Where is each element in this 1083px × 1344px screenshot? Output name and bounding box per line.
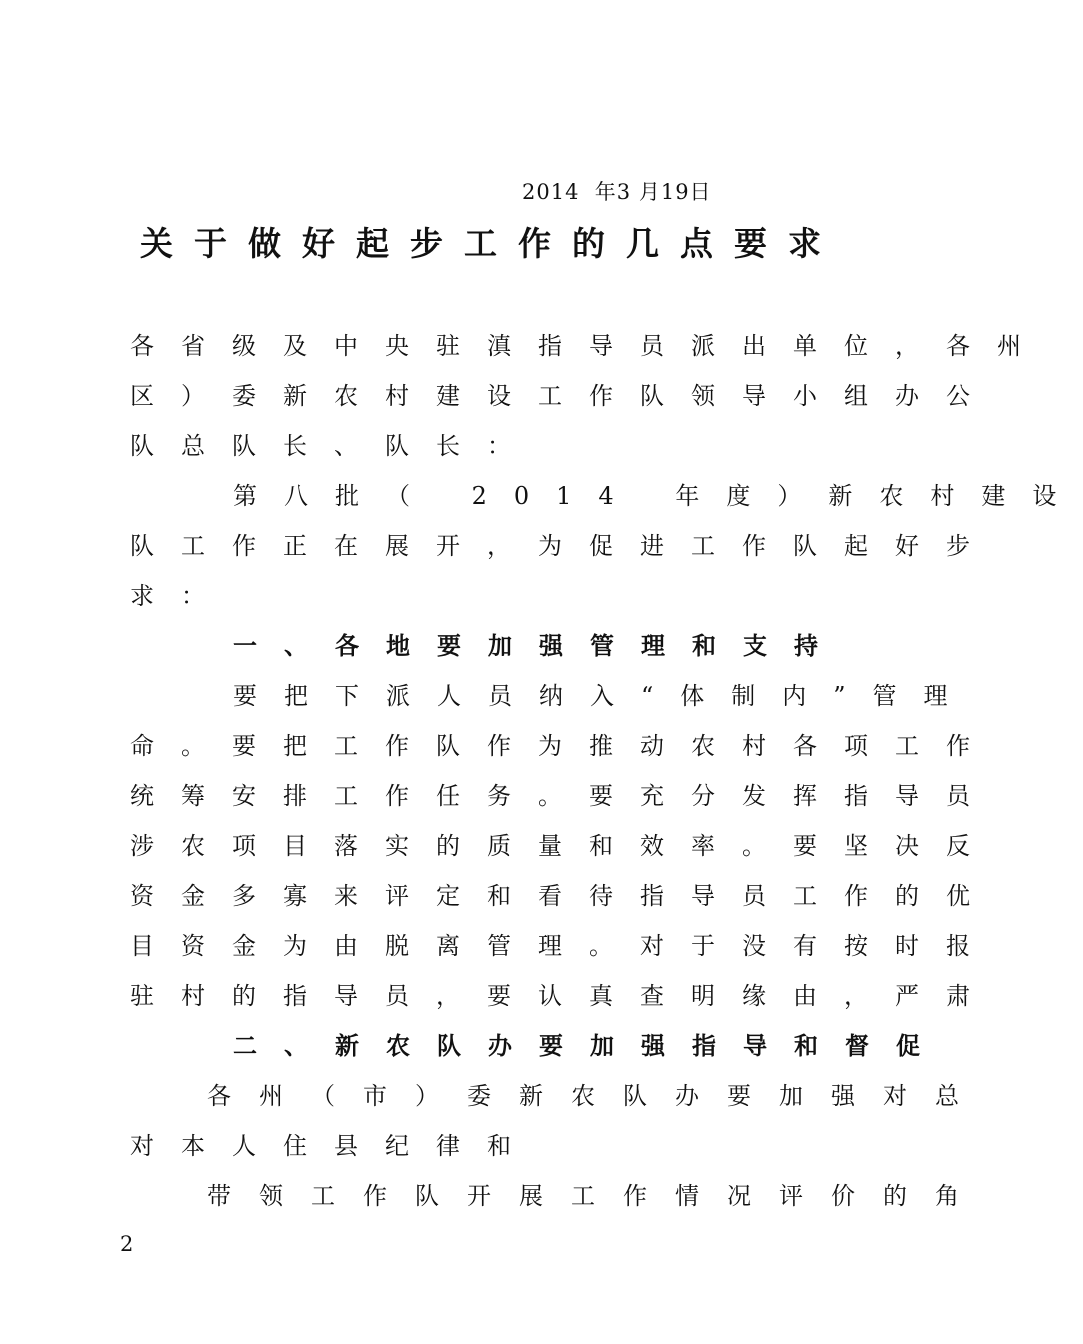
body-line: 资金多寡来评定和看待指导员工作的优	[130, 882, 997, 910]
body-line: 队总队长、队长：	[130, 432, 538, 460]
document-date: 2014 年3 月19日	[522, 180, 712, 204]
body-line: 对本人住县纪律和	[130, 1132, 538, 1160]
section-heading-2: 二、新农队办要加强指导和督促	[233, 1031, 947, 1060]
body-line: 目资金为由脱离管理。对于没有按时报	[130, 932, 997, 960]
body-line: 驻村的指导员，要认真查明缘由，严肃	[130, 982, 997, 1010]
section-heading-1: 一、各地要加强管理和支持	[233, 631, 845, 660]
body-line: 求：	[130, 582, 232, 610]
page-number: 2	[120, 1232, 134, 1256]
paragraph-first-line: 要把下派人员纳入“体制内”管理	[233, 682, 975, 710]
body-line: 队工作正在展开，为促进工作队起好步	[130, 532, 997, 560]
body-line: 区）委新农村建设工作队领导小组办公	[130, 382, 997, 410]
document-title: 关于做好起步工作的几点要求	[140, 224, 842, 263]
body-line: 统筹安排工作任务。要充分发挥指导员	[130, 782, 997, 810]
body-line: 带领工作队开展工作情况评价的角	[207, 1182, 987, 1210]
body-line: 各省级及中央驻滇指导员派出单位，各州	[130, 332, 1048, 360]
paragraph-first-line: 第八批（ 2014 年度）新农村建设	[233, 482, 1083, 510]
paragraph-first-line: 各州（市）委新农队办要加强对总	[207, 1082, 987, 1110]
body-line: 涉农项目落实的质量和效率。要坚决反	[130, 832, 997, 860]
body-line: 命。要把工作队作为推动农村各项工作	[130, 732, 997, 760]
